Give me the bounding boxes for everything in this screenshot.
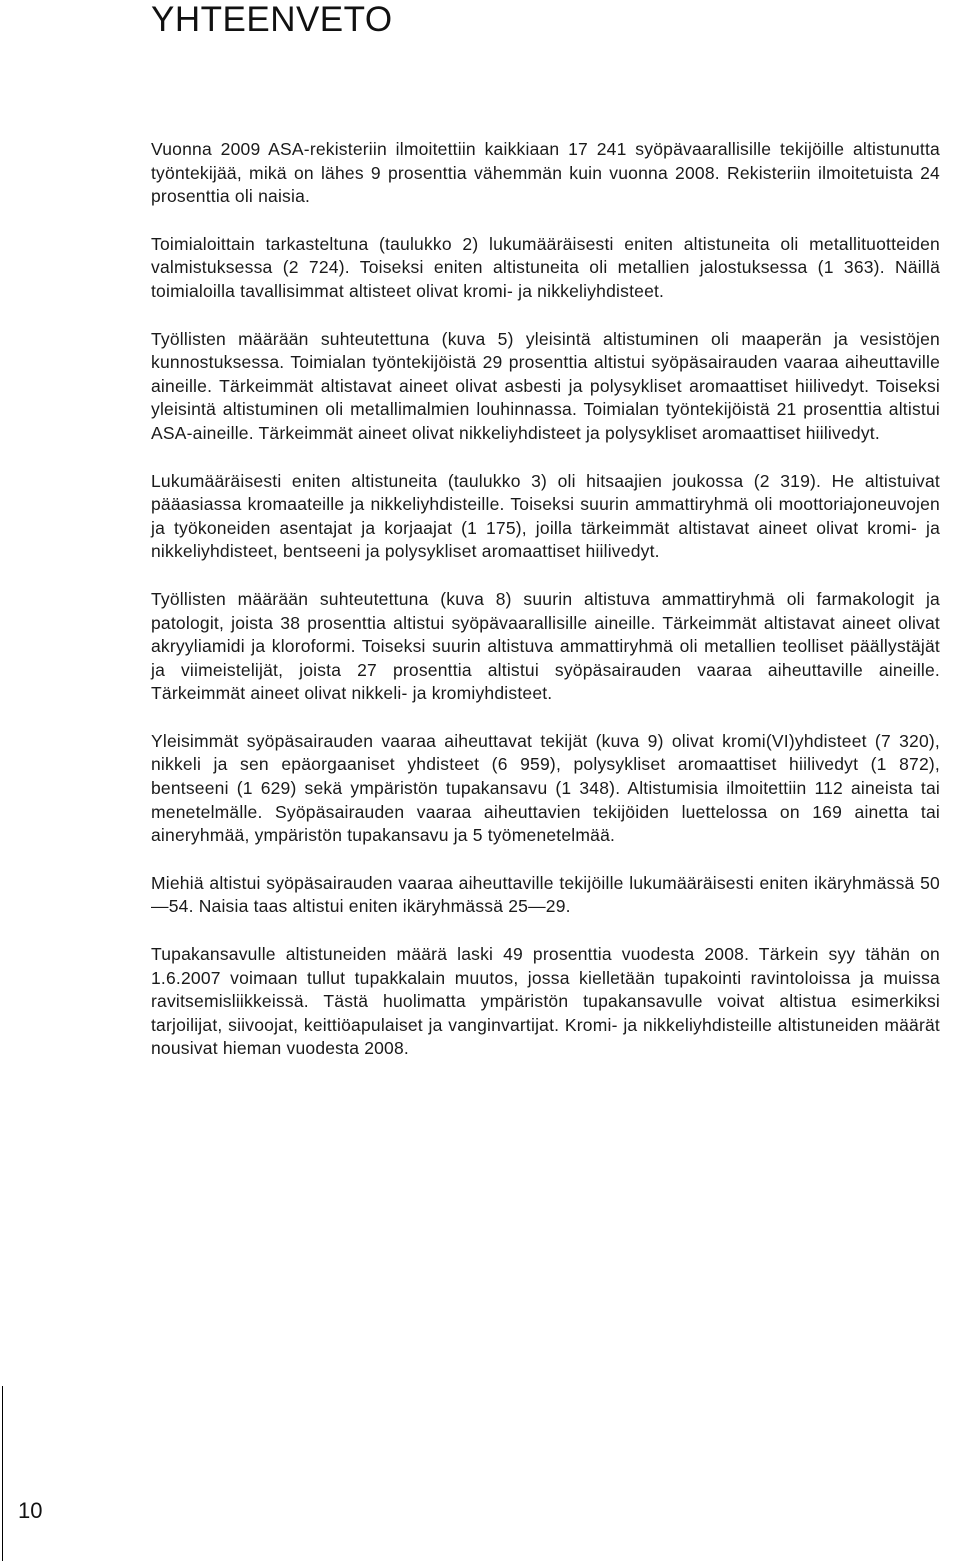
paragraph-industries-relative: Työllisten määrään suhteutettuna (kuva 5) yleisintä altistuminen oli maaperän ja vesistöjen kunnostuksessa. Toimialan työntekijöistä 29 prosenttia altistui syöpäsairauden vaaraa aiheuttaville aineille. Tärkeimmät altistavat aineet olivat asbesti ja polysykliset aromaattiset hiilivedyt. Toiseksi yleisintä altistuminen oli metallimalmien louhinnassa. Toimialan työntekijöistä 21 prosenttia altistui ASA-aineille. Tärkeimmät aineet olivat nikkeliyhdisteet ja polysykliset aromaattiset hiilivedyt. — [151, 328, 940, 443]
page-title: YHTEENVETO — [151, 0, 393, 39]
paragraph-tobacco-smoke: Tupakansavulle altistuneiden määrä laski 49 prosenttia vuodesta 2008. Tärkein syy tähän on 1.6.2007 voimaan tullut tupakkalain muutos, jossa kielletään tupakointi ravintoloissa ja muissa ravitsemisliikkeissä. Tästä huolimatta ympäristön tupakansavulle voivat altistua esimerkiksi tarjoilijat, siivoojat, keittiöapulaiset ja vanginvartijat. Kromi- ja nikkeliyhdisteille altistuneiden määrät nousivat hieman vuodesta 2008. — [151, 944, 940, 1059]
page-number: 10 — [18, 1498, 43, 1523]
margin-rule — [2, 1386, 3, 1561]
paragraph-occupations-relative: Työllisten määrään suhteutettuna (kuva 8) suurin altistuva ammattiryhmä oli farmakologit ja patologit, joista 38 prosenttia altistui syöpävaarallisille aineille. Tärkeimmät altistavat aineet olivat akryyliamidi ja kloroformi. Toiseksi suurin altistuva ammattiryhmä oli metallien teolliset päällystäjät ja viimeistelijät, joista 27 prosenttia altistui syöpäsairauden vaaraa aiheuttaville aineille. Tärkeimmät aineet olivat nikkeli- ja kromiyhdisteet. — [151, 588, 940, 704]
paragraph-age-groups: Miehiä altistui syöpäsairauden vaaraa aiheuttaville tekijöille lukumääräisesti eniten ikäryhmässä 50—54. Naisia taas altistui eniten ikäryhmässä 25—29. — [151, 872, 940, 917]
summary-body — [151, 138, 940, 1085]
paragraph-agents: Yleisimmät syöpäsairauden vaaraa aiheuttavat tekijät (kuva 9) olivat kromi(VI)yhdisteet (7 320), nikkeli ja sen epäorgaaniset yhdisteet (6 959), polysykliset aromaattiset hiilivedyt (1 872), bentseeni (1 629) sekä ympäristön tupakansavu (1 348). Altistumisia ilmoitettiin 112 aineista tai menetelmälle. Syöpäsairauden vaaraa aiheuttavien tekijöiden luettelossa on 169 ainetta tai aineryhmää, ympäristön tupakansavu ja 5 työmenetelmää. — [151, 730, 940, 846]
paragraph-registry-overview: Vuonna 2009 ASA-rekisteriin ilmoitettiin kaikkiaan 17 241 syöpävaarallisille tekijöille altistunutta työntekijää, mikä on lähes 9 prosenttia vähemmän kuin vuonna 2008. Rekisteriin ilmoitetuista 24 prosenttia oli naisia. — [151, 139, 940, 207]
paragraph-industries: Toimialoittain tarkasteltuna (taulukko 2) lukumääräisesti eniten altistuneita oli metallituotteiden valmistuksessa (2 724). Toiseksi eniten altistuneita oli metallien jalostuksessa (1 363). Näillä toimialoilla tavallisimmat altisteet olivat kromi- ja nikkeliyhdisteet. — [151, 233, 940, 301]
paragraph-occupations: Lukumääräisesti eniten altistuneita (taulukko 3) oli hitsaajien joukossa (2 319). He altistuivat pääasiassa kromaateille ja nikkeliyhdisteille. Toiseksi suurin ammattiryhmä oli moottoriajoneuvojen ja työkoneiden asentajat ja korjaajat (1 175), joilla tärkeimmät altistavat aineet olivat kromi- ja nikkeliyhdisteet, bentseeni ja polysykliset aromaattiset hiilivedyt. — [151, 470, 940, 562]
